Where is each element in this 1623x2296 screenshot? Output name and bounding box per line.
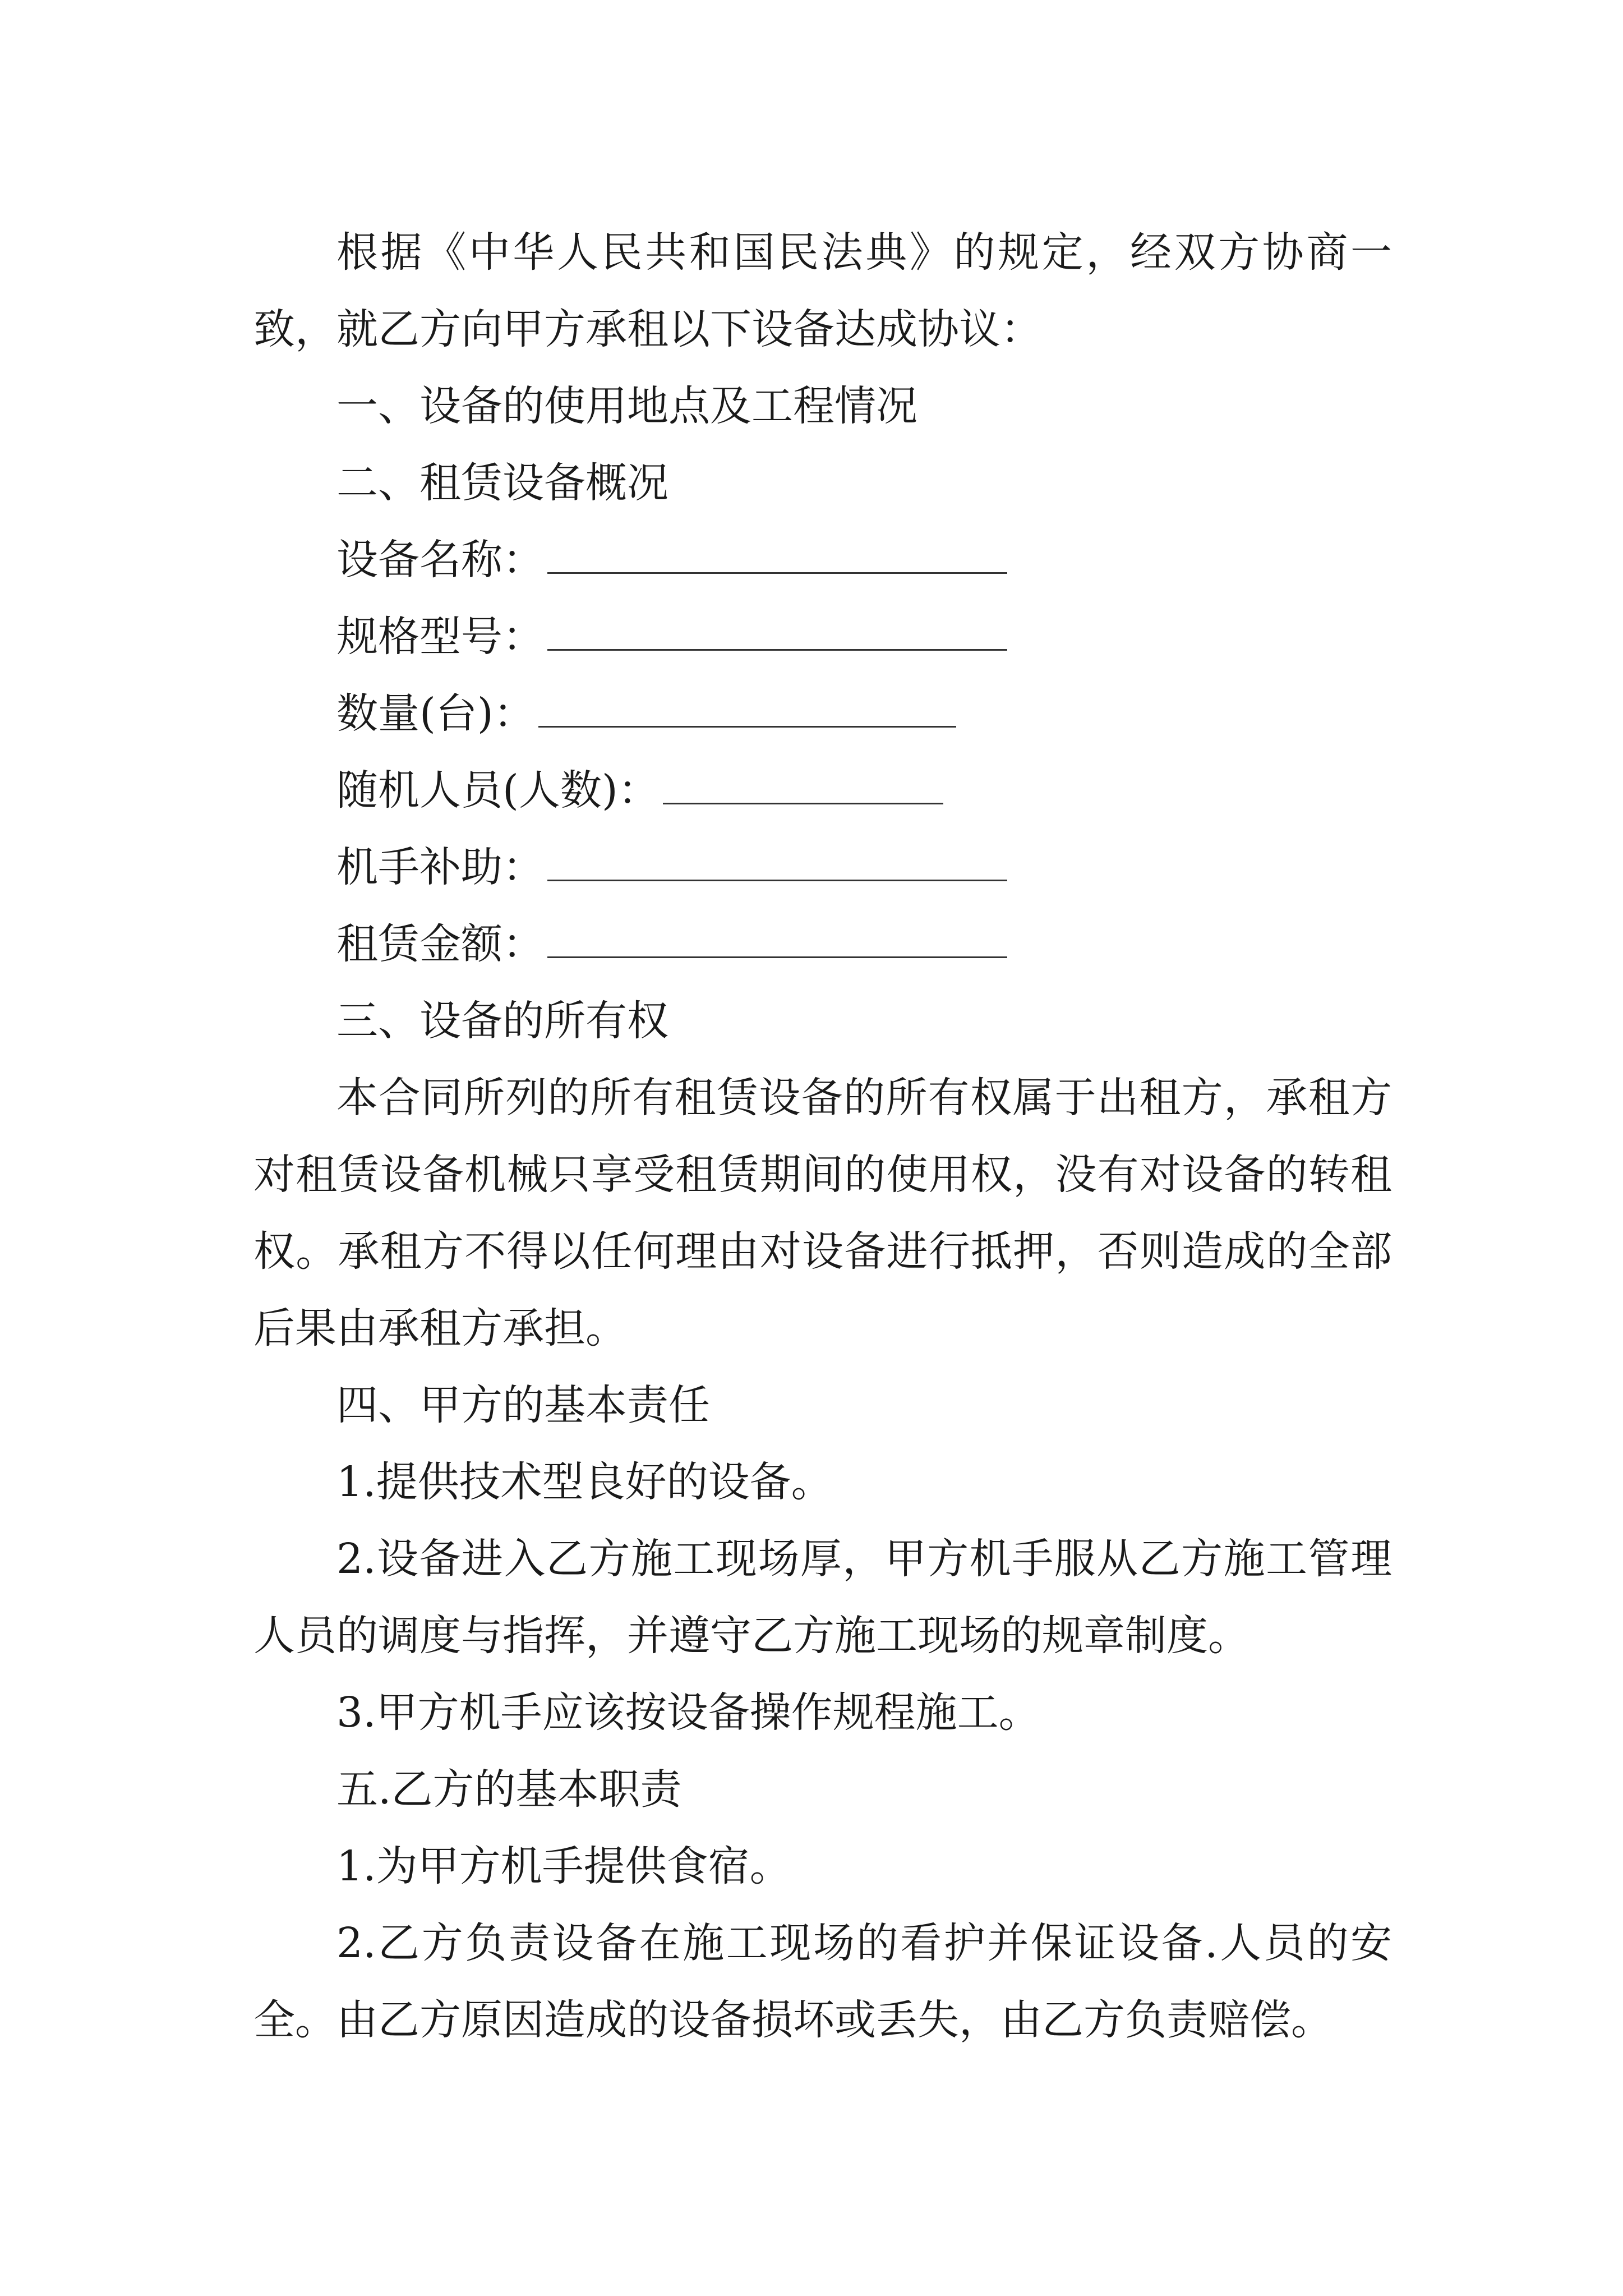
section-2-heading: 二、租赁设备概况 xyxy=(336,459,668,507)
staff-count-field xyxy=(253,752,1392,829)
operator-subsidy-blank xyxy=(547,868,1007,881)
section-4-item: 1.提供技术型良好的设备。 xyxy=(336,1458,833,1506)
model-spec-label: 规格型号： xyxy=(336,613,544,661)
equipment-name-blank xyxy=(547,561,1007,574)
section-1-heading: 一、设备的使用地点及工程情况 xyxy=(336,382,917,430)
rental-amount-blank xyxy=(547,945,1007,958)
quantity-field xyxy=(253,675,1392,752)
rental-amount-field xyxy=(253,906,1392,983)
equipment-name-label: 设备名称： xyxy=(336,536,544,584)
section-4-item: 2.设备进入乙方施工现场厚，甲方机手服从乙方施工管理人员的调度与指挥，并遵守乙方施工现场的规章制度。 xyxy=(253,1535,1392,1660)
section-4-item: 3.甲方机手应该按设备操作规程施工。 xyxy=(336,1688,1040,1737)
quantity-label: 数量(台)： xyxy=(336,689,535,738)
operator-subsidy-label: 机手补助： xyxy=(336,843,544,891)
section-5-item: 1.为甲方机手提供食宿。 xyxy=(336,1842,791,1890)
section-5-heading: 五.乙方的基本职责 xyxy=(336,1765,682,1814)
section-4-heading: 四、甲方的基本责任 xyxy=(336,1381,710,1429)
section-3-body: 本合同所列的所有租赁设备的所有权属于出租方，承租方对租赁设备机械只享受租赁期间的使用权，没有对设备的转租权。承租方不得以任何理由对设备进行抵押，否则造成的全部后果由承租方承担。 xyxy=(253,1074,1392,1352)
model-spec-field xyxy=(253,599,1392,675)
quantity-blank xyxy=(538,715,956,728)
equipment-name-field xyxy=(253,522,1392,599)
intro-paragraph: 根据《中华人民共和国民法典》的规定，经双方协商一致，就乙方向甲方承租以下设备达成协议： xyxy=(253,228,1392,353)
operator-subsidy-field xyxy=(253,829,1392,906)
staff-count-blank xyxy=(663,792,943,804)
staff-count-label: 随机人员(人数)： xyxy=(336,766,660,815)
section-3-heading: 三、设备的所有权 xyxy=(336,997,668,1045)
contract-body xyxy=(253,214,1392,2059)
model-spec-blank xyxy=(547,638,1007,651)
section-5-item: 2.乙方负责设备在施工现场的看护并保证设备.人员的安全。由乙方原因造成的设备损坏或丢失，由乙方负责赔偿。 xyxy=(253,1919,1392,2044)
rental-amount-label: 租赁金额： xyxy=(336,920,544,968)
